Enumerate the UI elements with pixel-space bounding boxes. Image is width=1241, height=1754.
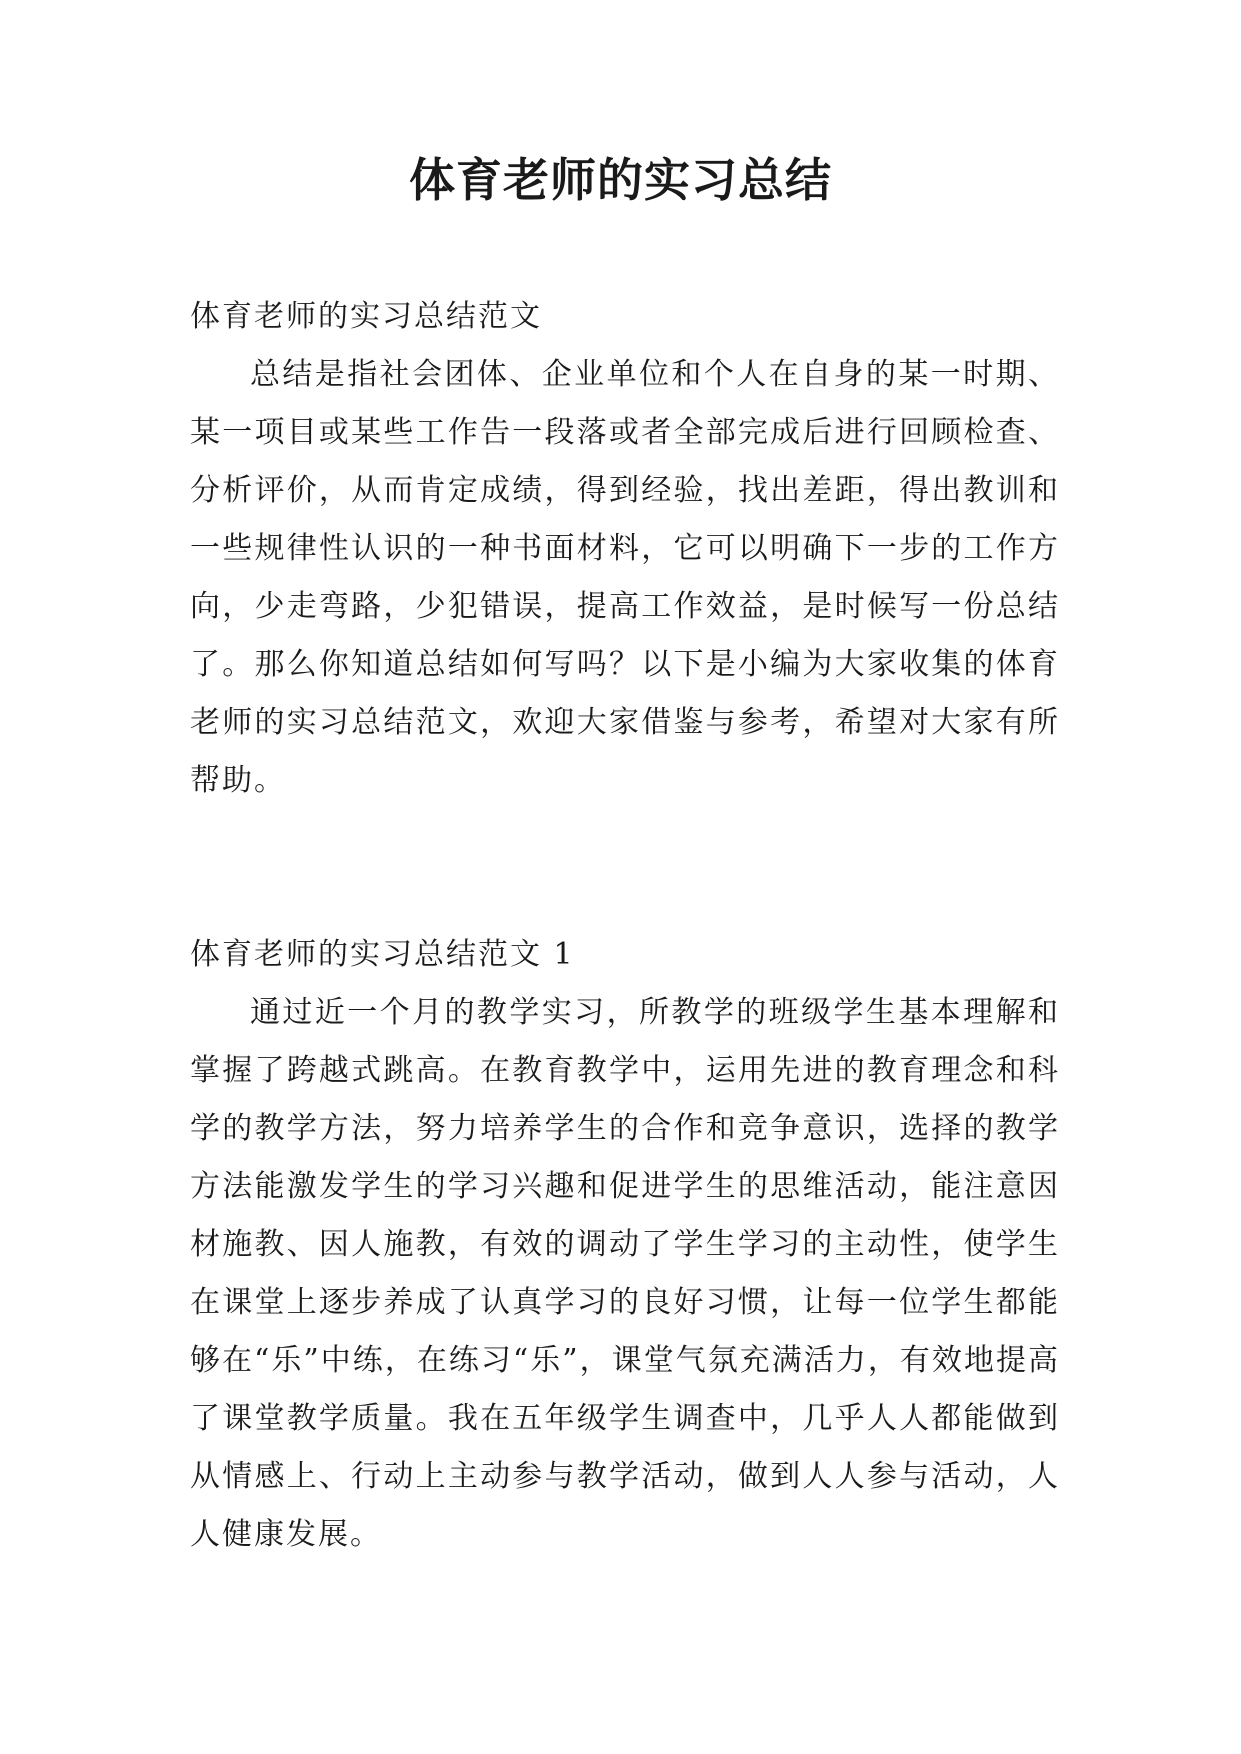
section-paragraph: 总结是指社会团体、企业单位和个人在自身的某一时期、某一项目或某些工作告一段落或者全部完成后进行回顾检查、分析评价，从而肯定成绩，得到经验，找出差距，得出教训和一些规律性认识的一种书面材料，它可以明确下一步的工作方向，少走弯路，少犯错误，提高工作效益，是时候写一份总结了。那么你知道总结如何写吗？以下是小编为大家收集的体育老师的实习总结范文，欢迎大家借鉴与参考，希望对大家有所帮助。 [190, 357, 1060, 798]
document-body [190, 288, 1060, 1564]
section-example-1 [190, 926, 1060, 1564]
section-spacer [190, 810, 1060, 926]
section-heading: 体育老师的实习总结范文 [190, 299, 542, 334]
section-paragraph: 通过近一个月的教学实习，所教学的班级学生基本理解和掌握了跨越式跳高。在教育教学中，运用先进的教育理念和科学的教学方法，努力培养学生的合作和竞争意识，选择的教学方法能激发学生的学习兴趣和促进学生的思维活动，能注意因材施教、因人施教，有效的调动了学生学习的主动性，使学生在课堂上逐步养成了认真学习的良好习惯，让每一位学生都能够在“乐”中练，在练习“乐”，课堂气氛充满活力，有效地提高了课堂教学质量。我在五年级学生调查中，几乎人人都能做到从情感上、行动上主动参与教学活动，做到人人参与活动，人人健康发展。 [190, 995, 1060, 1552]
document-title: 体育老师的实习总结 [409, 153, 832, 207]
section-heading: 体育老师的实习总结范文 1 [190, 937, 575, 972]
section-intro [190, 288, 1060, 810]
